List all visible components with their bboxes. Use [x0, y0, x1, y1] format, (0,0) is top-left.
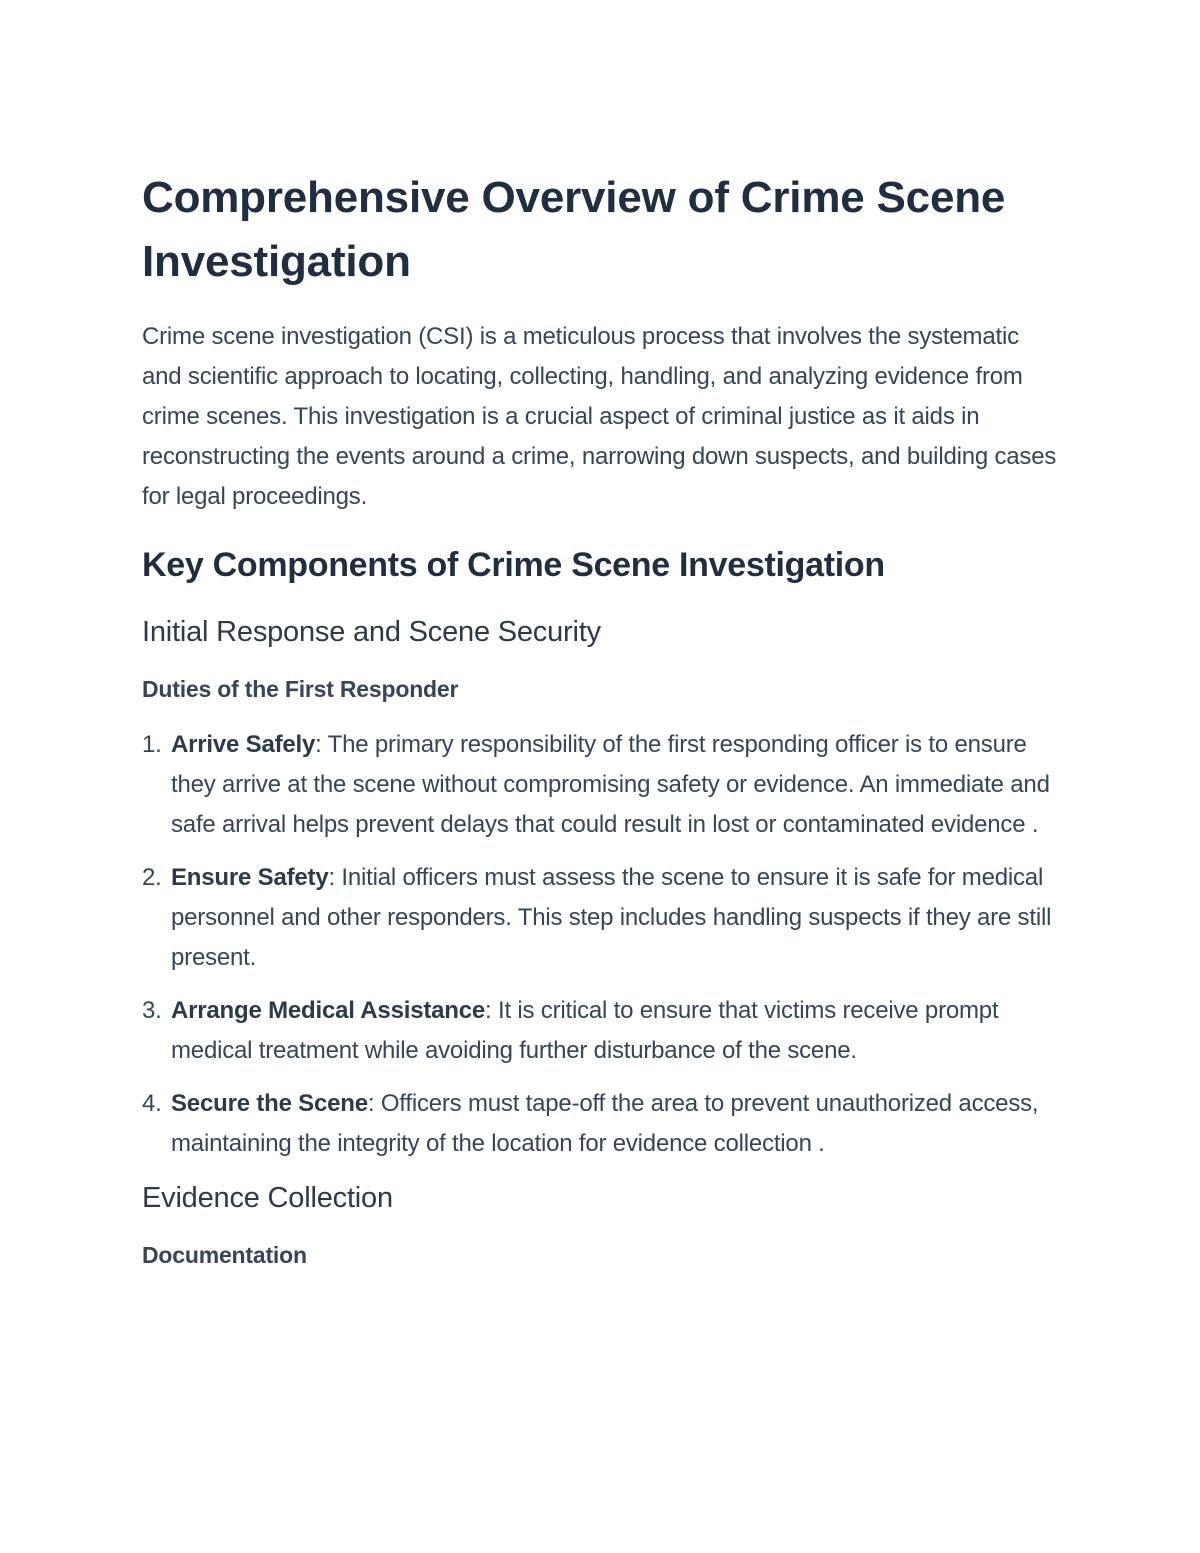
- list-item-term: Secure the Scene: [171, 1090, 368, 1117]
- list-item: [142, 725, 1062, 845]
- subheading-documentation: Documentation: [142, 1242, 307, 1268]
- document-title: Comprehensive Overview of Crime Scene Investigation: [142, 173, 1006, 286]
- list-item-term: Arrive Safely: [171, 731, 316, 758]
- document-page: [142, 166, 1062, 1271]
- subsection-heading-evidence-collection: Evidence Collection: [142, 1182, 393, 1214]
- list-item-term: Arrange Medical Assistance: [171, 997, 486, 1024]
- list-item-number: 4.: [142, 1090, 162, 1117]
- list-item: [142, 1084, 1062, 1164]
- list-item-number: 1.: [142, 731, 162, 758]
- list-item-text: : Officers must tape-off the area to prevent unauthorized access, maintaining the integrity of the location for evidence collection .: [171, 1090, 1039, 1157]
- duties-list: [142, 725, 1062, 1164]
- list-item-text: : Initial officers must assess the scene to ensure it is safe for medical personnel and other responders. This step includes handling suspects if they are still present.: [171, 864, 1052, 971]
- intro-paragraph: Crime scene investigation (CSI) is a meticulous process that involves the systematic and scientific approach to locating, collecting, handling, and analyzing evidence from crime scenes. This investigation is a crucial aspect of criminal justice as it aids in reconstructing the events around a crime, narrowing down suspects, and building cases for legal proceedings.: [142, 323, 1057, 510]
- list-item-text: : The primary responsibility of the first responding officer is to ensure they arrive at the scene without compromising safety or evidence. An immediate and safe arrival helps prevent delays that could result in lost or contaminated evidence .: [171, 731, 1050, 838]
- list-item: [142, 991, 1062, 1071]
- list-item-text: : It is critical to ensure that victims receive prompt medical treatment while avoiding further disturbance of the scene.: [171, 997, 999, 1064]
- list-item-number: 2.: [142, 864, 162, 891]
- list-item: [142, 858, 1062, 978]
- list-item-term: Ensure Safety: [171, 864, 329, 891]
- subsection-heading-initial-response: Initial Response and Scene Security: [142, 616, 601, 648]
- subheading-first-responder-duties: Duties of the First Responder: [142, 676, 459, 702]
- section-heading: Key Components of Crime Scene Investigation: [142, 546, 885, 584]
- list-item-number: 3.: [142, 997, 162, 1024]
